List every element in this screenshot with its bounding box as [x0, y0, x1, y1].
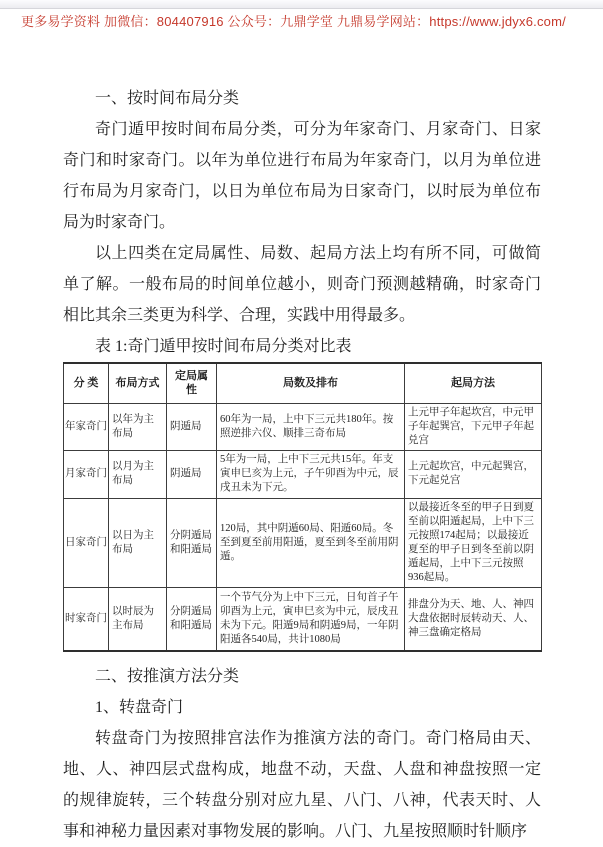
paragraph-1: 奇门遁甲按时间布局分类，可分为年家奇门、月家奇门、日家奇门和时家奇门。以年为单位进行布局为年家奇门，以月为单位进行布局为月家奇门，以日为单位布局为日家奇门，以时辰为单位布局为时家奇门。 — [63, 121, 541, 231]
table-cell: 排盘分为天、地、人、神四大盘依据时辰转动天、人、神三盘确定格局 — [405, 587, 542, 651]
table-caption: 表 1:奇门遁甲按时间布局分类对比表 — [95, 338, 352, 355]
table-cell: 一个节气分为上中下三元，日旬首子午卯酉为上元，寅申巳亥为中元，辰戌丑未为下元。阳遁9局和阴遁9局，一年阴阳遁各540局，共计1080局 — [217, 587, 405, 651]
table-cell: 60年为一局，上中下三元共180年。按照逆排六仪、顺排三奇布局 — [217, 403, 405, 450]
subsection-1-title: 1、转盘奇门 — [95, 699, 184, 716]
table-cell: 分阴遁局和阳遁局 — [167, 587, 217, 651]
table-cell: 日家奇门 — [64, 498, 109, 587]
paragraph-3: 转盘奇门为按照排宫法作为推演方法的奇门。奇门格局由天、地、人、神四层式盘构成，地盘不动，天盘、人盘和神盘按照一定的规律旋转，三个转盘分别对应九星、八门、八神，代表天时、人事和神秘力量因素对事物发展的影响。八门、九星按照顺时针顺序 — [63, 730, 541, 840]
table-cell: 阴遁局 — [167, 403, 217, 450]
table-row — [64, 450, 542, 498]
promo-header-notice: 更多易学资料 加微信：804407916 公众号：九鼎学堂 九鼎易学网站：https://www.jdyx6.com/ — [21, 14, 566, 29]
table-row — [64, 403, 542, 450]
section-1-title: 一、按时间布局分类 — [95, 90, 240, 107]
table-cell: 以年为主布局 — [109, 403, 167, 450]
col-header-start-method: 起局方法 — [405, 363, 542, 403]
table-cell: 120局，其中阴遁60局、阳遁60局。冬至到夏至前用阳遁，夏至到冬至前用阴遁。 — [217, 498, 405, 587]
col-header-layout-method: 布局方式 — [109, 363, 167, 403]
table-cell: 以最接近冬至的甲子日到夏至前以阳遁起局，上中下三元按照174起局；以最接近夏至的甲子日到冬至前以阴遁起局，上中下三元按照936起局。 — [405, 498, 542, 587]
table-cell: 月家奇门 — [64, 450, 109, 498]
table-cell: 时家奇门 — [64, 587, 109, 651]
table-cell: 分阴遁局和阳遁局 — [167, 498, 217, 587]
table-cell: 上元起坎宫，中元起巽宫，下元起兑宫 — [405, 450, 542, 498]
col-header-ju-arrange: 局数及排布 — [217, 363, 405, 403]
classification-comparison-table — [63, 362, 542, 652]
document-body — [63, 83, 541, 847]
section-2-title: 二、按推演方法分类 — [95, 668, 240, 685]
col-header-category: 分 类 — [64, 363, 109, 403]
col-header-fix-attribute: 定局属性 — [167, 363, 217, 403]
table-row — [64, 498, 542, 587]
table-cell: 以月为主布局 — [109, 450, 167, 498]
table-cell: 上元甲子年起坎宫，中元甲子年起巽宫，下元甲子年起兑宫 — [405, 403, 542, 450]
table-header-row — [64, 363, 542, 403]
table-row — [64, 587, 542, 651]
window-top-edge — [0, 0, 603, 9]
table-cell: 以时辰为主布局 — [109, 587, 167, 651]
table-cell: 以日为主布局 — [109, 498, 167, 587]
table-cell: 年家奇门 — [64, 403, 109, 450]
table-cell: 阴遁局 — [167, 450, 217, 498]
paragraph-2: 以上四类在定局属性、局数、起局方法上均有所不同，可做简单了解。一般布局的时间单位越小，则奇门预测越精确，时家奇门相比其余三类更为科学、合理，实践中用得最多。 — [63, 245, 541, 324]
table-cell: 5年为一局，上中下三元共15年。年支寅申巳亥为上元，子午卯酉为中元，辰戌丑未为下元。 — [217, 450, 405, 498]
